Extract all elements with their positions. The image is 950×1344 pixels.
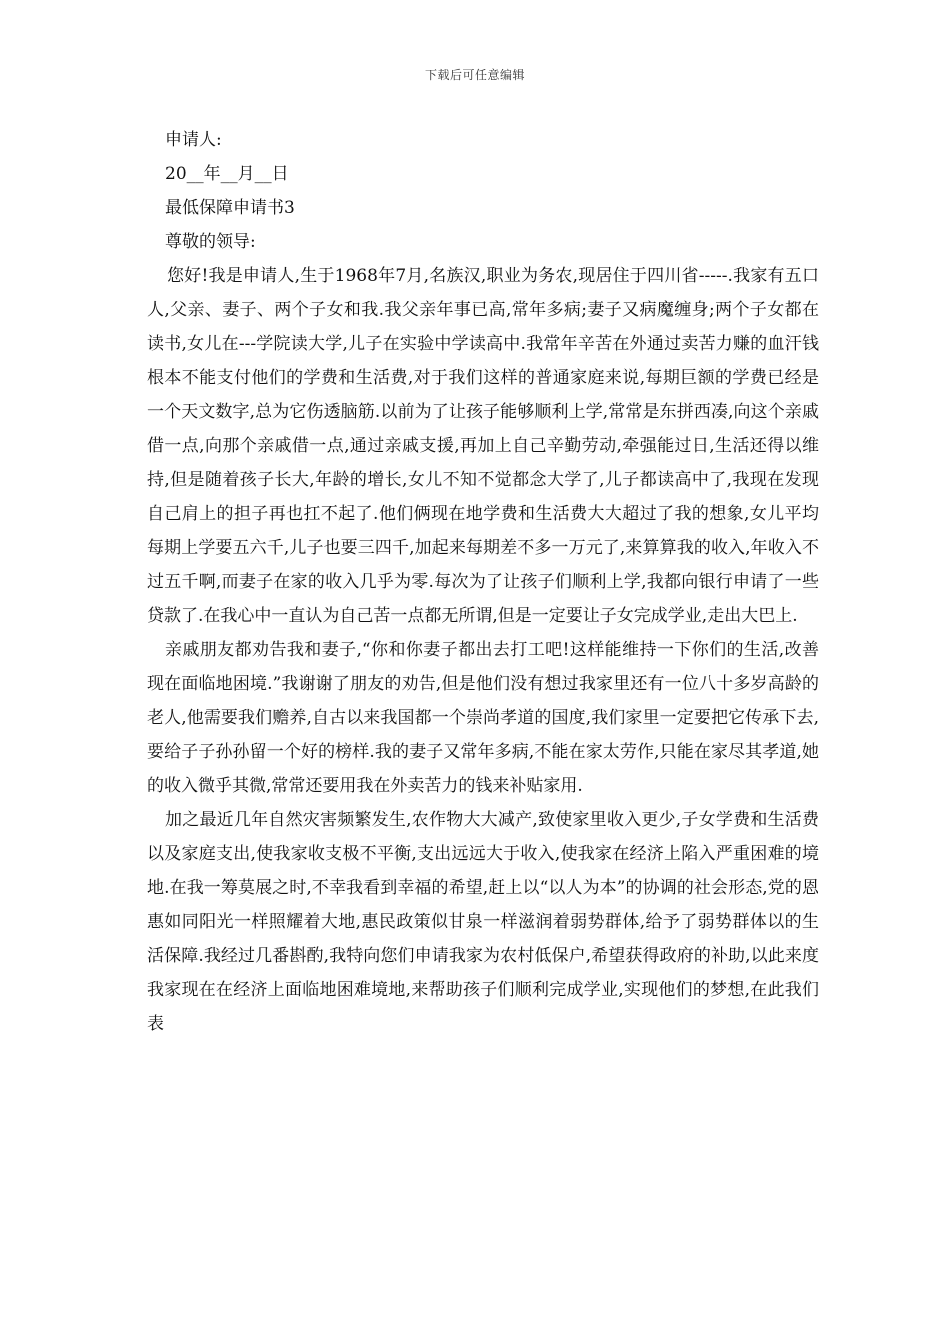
paragraph-2: 亲戚朋友都劝告我和妻子,“你和你妻子都出去打工吧!这样能维持一下你们的生活,改善现在面临地困境.”我谢谢了朋友的劝告,但是他们没有想过我家里还有一位八十多岁高龄的老人,他需要我们赡养,自古以来我国都一个崇尚孝道的国度,我们家里一定要把它传承下去,要给子子孙孙留一个好的榜样.我的妻子又常年多病,不能在家太劳作,只能在家尽其孝道,她的收入微乎其微,常常还要用我在外卖苦力的钱来补贴家用. — [147, 640, 819, 796]
date-line: 20__年__月__日 — [165, 164, 289, 184]
paragraph-1: 您好!我是申请人,生于1968年7月,名族汉,职业为务农,现居住于四川省-----.我家有五口人,父亲、妻子、两个子女和我.我父亲年事已高,常年多病;妻子又病魔缠身;两个子女都在读书,女儿在---学院读大学,儿子在实验中学读高中.我常年辛苦在外通过卖苦力赚的血汗钱根本不能支付他们的学费和生活费,对于我们这样的普通家庭来说,每期巨额的学费已经是一个天文数字,总为它伤透脑筋.以前为了让孩子能够顺利上学,常常是东拼西凑,向这个亲戚借一点,向那个亲戚借一点,通过亲戚支援,再加上自己辛勤劳动,牵强能过日,生活还得以维持,但是随着孩子长大,年龄的增长,女儿不知不觉都念大学了,儿子都读高中了,我现在发现自己肩上的担子再也扛不起了.他们俩现在地学费和生活费大大超过了我的想象,女儿平均每期上学要五六千,儿子也要三四千,加起来每期差不多一万元了,来算算我的收入,年收入不过五千啊,而妻子在家的收入几乎为零.每次为了让孩子们顺利上学,我都向银行申请了一些贷款了.在我心中一直认为自己苦一点都无所谓,但是一定要让子女完成学业,走出大巴上. — [147, 266, 819, 626]
document-title: 最低保障申请书3 — [165, 198, 295, 218]
applicant-label: 申请人: — [165, 130, 222, 150]
document-body — [147, 123, 819, 1041]
salutation: 尊敬的领导: — [165, 232, 256, 252]
paragraph-3: 加之最近几年自然灾害频繁发生,农作物大大减产,致使家里收入更少,子女学费和生活费以及家庭支出,使我家收支极不平衡,支出远远大于收入,使我家在经济上陷入严重困难的境地.在我一筹莫展之时,不幸我看到幸福的希望,赶上以“以人为本”的协调的社会形态,党的恩惠如同阳光一样照耀着大地,惠民政策似甘泉一样滋润着弱势群体,给予了弱势群体以的生活保障.我经过几番斟酌,我特向您们申请我家为农村低保户,希望获得政府的补助,以此来度我家现在在经济上面临地困难境地,来帮助孩子们顺利完成学业,实现他们的梦想,在此我们表 — [147, 810, 819, 1034]
page-header-caption: 下载后可任意编辑 — [424, 68, 525, 82]
